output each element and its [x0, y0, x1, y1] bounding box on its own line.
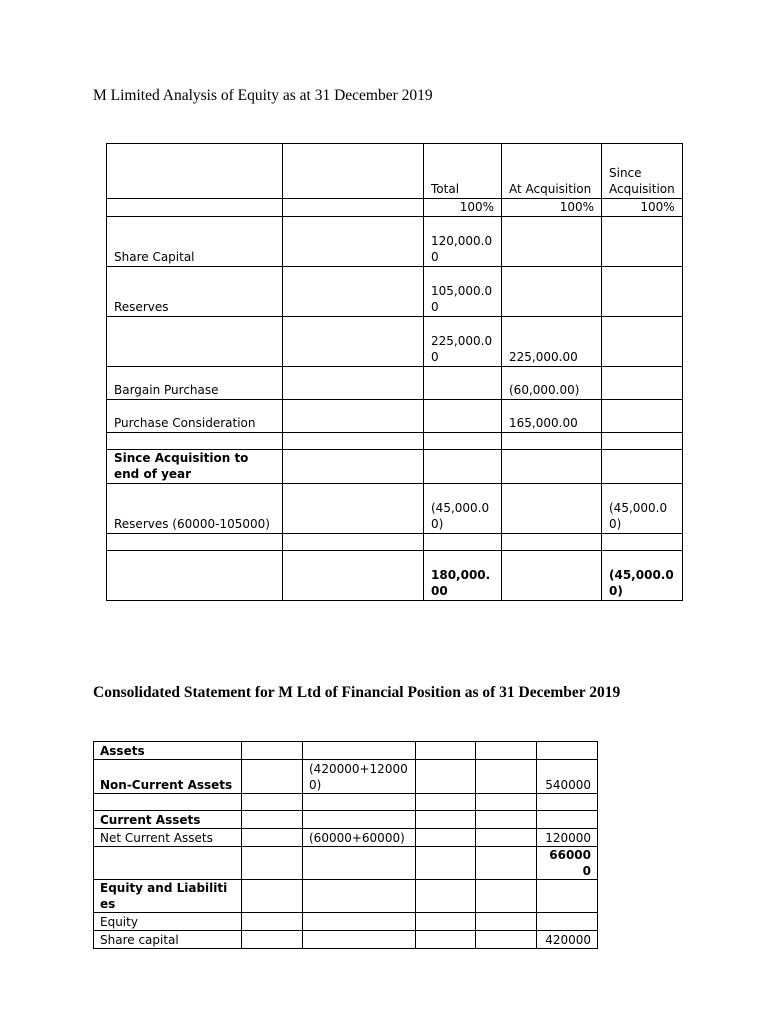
cell-value-total: 660000 — [537, 847, 598, 880]
table-row — [107, 400, 683, 433]
table-row — [107, 534, 683, 551]
table-row — [107, 144, 683, 199]
row-label: Bargain Purchase — [107, 367, 283, 400]
table-row — [107, 199, 683, 217]
cell-total: 120,000.00 — [424, 217, 502, 267]
table-row — [94, 760, 598, 794]
cell-total: (45,000.00) — [424, 484, 502, 534]
table-row — [94, 811, 598, 829]
table-row — [94, 742, 598, 760]
table-row — [107, 551, 683, 601]
row-label: Equity and Liabilities — [94, 880, 242, 913]
percent-total: 100% — [424, 199, 502, 217]
cell-total: 225,000.00 — [424, 317, 502, 367]
table-row — [94, 880, 598, 913]
table-row — [94, 931, 598, 949]
table-row — [94, 847, 598, 880]
cell-value: 120000 — [537, 829, 598, 847]
table-row — [107, 450, 683, 484]
row-label: Purchase Consideration — [107, 400, 283, 433]
consolidated-title: Consolidated Statement for M Ltd of Financial Position as of 31 December 2019 — [93, 684, 621, 701]
table-row — [107, 317, 683, 367]
row-label: Current Assets — [94, 811, 242, 829]
table-row — [107, 267, 683, 317]
cell-value: 420000 — [537, 931, 598, 949]
row-label: Reserves (60000-105000) — [107, 484, 283, 534]
table-row — [94, 913, 598, 931]
cell-calc: (60000+60000) — [303, 829, 416, 847]
cell-total: 180,000.00 — [424, 551, 502, 601]
cell-at-acquisition: (60,000.00) — [502, 367, 602, 400]
equity-analysis-table — [106, 143, 683, 601]
row-label: Assets — [94, 742, 242, 760]
row-label: Reserves — [107, 267, 283, 317]
row-label: Net Current Assets — [94, 829, 242, 847]
table-row — [107, 217, 683, 267]
cell-since-acquisition: (45,000.00) — [602, 551, 683, 601]
table-row — [107, 484, 683, 534]
table-row — [94, 794, 598, 811]
table-row — [94, 829, 598, 847]
row-label: Share Capital — [107, 217, 283, 267]
cell-since-acquisition: (45,000.00) — [602, 484, 683, 534]
header-since-acquisition: Since Acquisition — [602, 144, 683, 199]
cell-at-acquisition: 225,000.00 — [502, 317, 602, 367]
table-row — [107, 433, 683, 450]
equity-analysis-title: M Limited Analysis of Equity as at 31 December 2019 — [93, 87, 433, 104]
row-label: Equity — [94, 913, 242, 931]
header-at-acquisition: At Acquisition — [502, 144, 602, 199]
cell-calc: (420000+120000) — [303, 760, 416, 794]
row-label: Share capital — [94, 931, 242, 949]
header-total: Total — [424, 144, 502, 199]
row-label: Non-Current Assets — [94, 760, 242, 794]
consolidated-table — [93, 741, 598, 949]
section-heading: Since Acquisition to end of year — [107, 450, 283, 484]
percent-at-acquisition: 100% — [502, 199, 602, 217]
cell-value: 540000 — [537, 760, 598, 794]
table-row — [107, 367, 683, 400]
cell-at-acquisition: 165,000.00 — [502, 400, 602, 433]
percent-since-acquisition: 100% — [602, 199, 683, 217]
cell-total: 105,000.00 — [424, 267, 502, 317]
